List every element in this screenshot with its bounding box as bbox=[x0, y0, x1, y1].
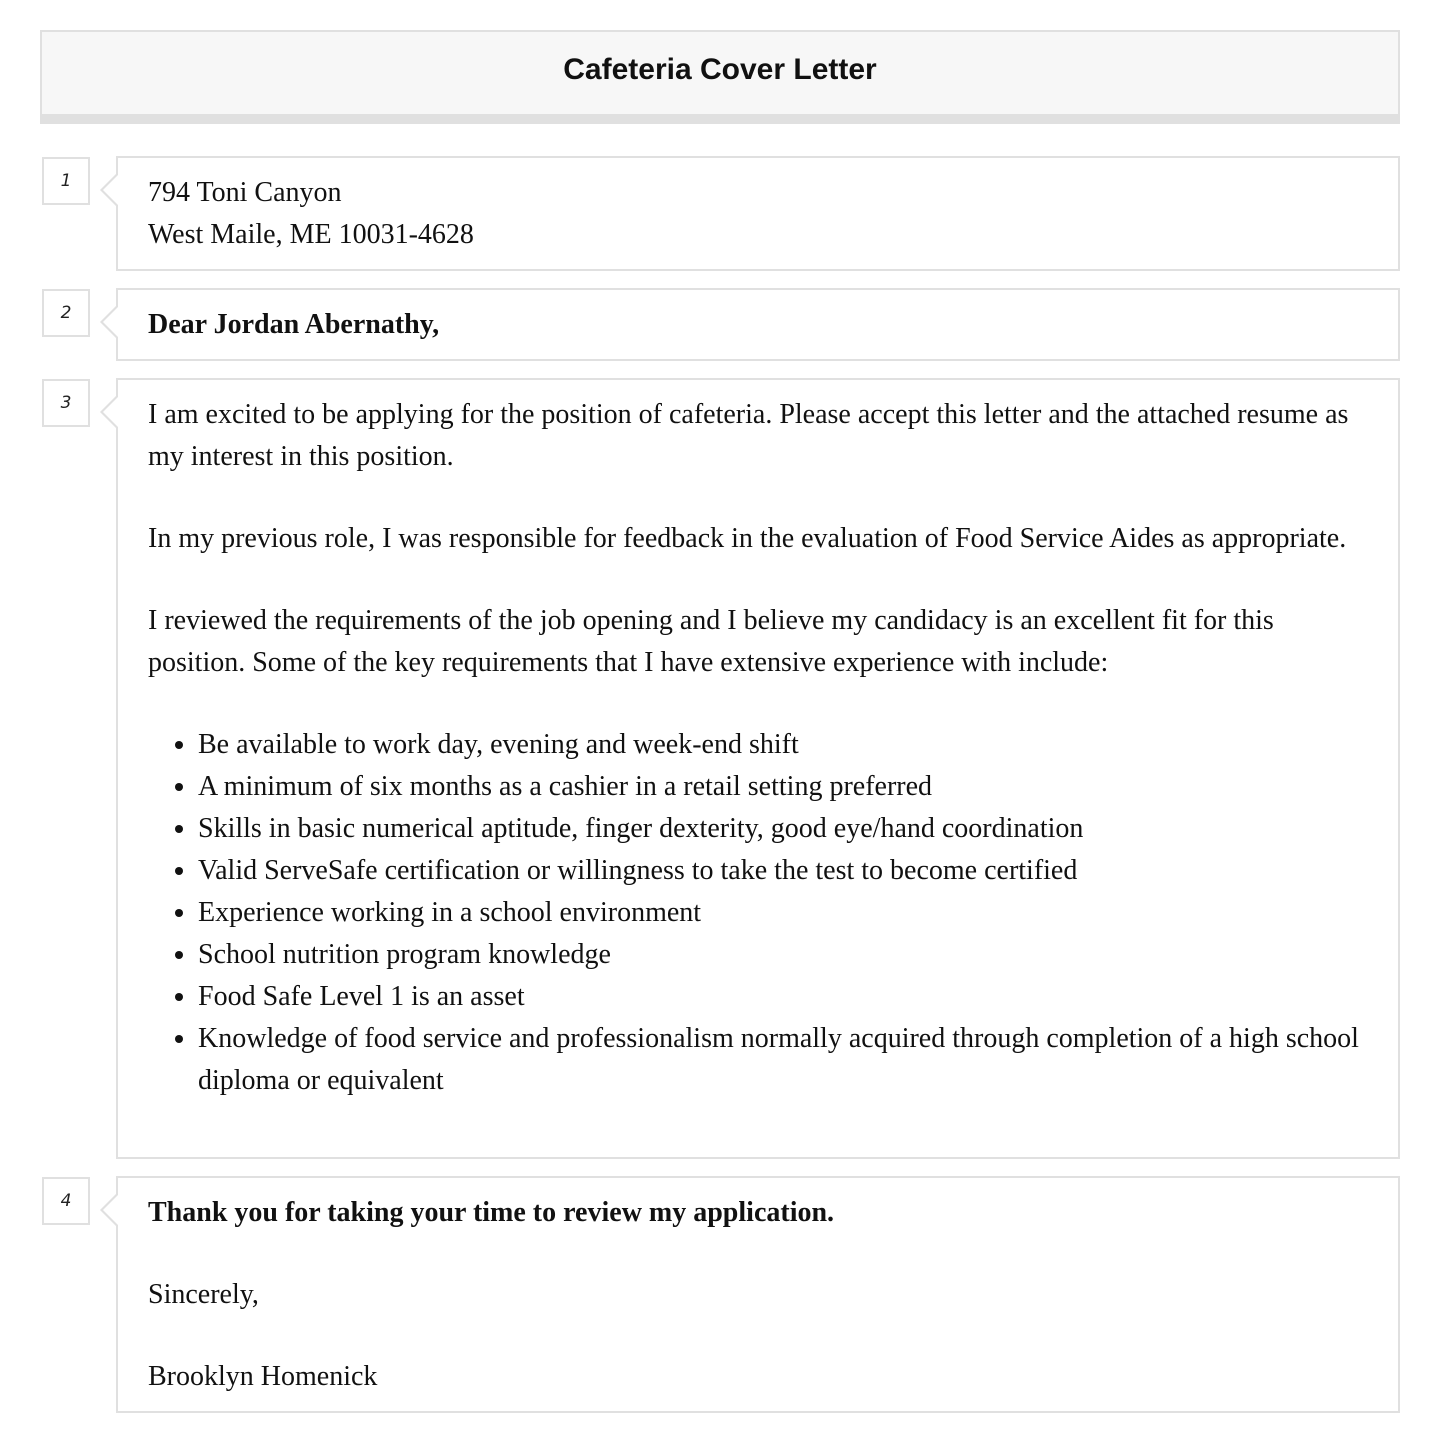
list-item: • Be available to work day, evening and week-end shift bbox=[198, 724, 1368, 766]
address-line-1: 794 Toni Canyon bbox=[148, 177, 342, 208]
address-line-2: West Maile, ME 10031-4628 bbox=[148, 219, 474, 250]
list-item: • Skills in basic numerical aptitude, finger dexterity, good eye/hand coordination bbox=[198, 808, 1368, 850]
closing-statement: Thank you for taking your time to review my application. bbox=[148, 1197, 835, 1228]
section-number: 2 bbox=[42, 289, 90, 337]
list-item: • Knowledge of food service and professionalism normally acquired through completion of a high school diploma or equivalent bbox=[198, 1018, 1368, 1102]
section-content bbox=[116, 156, 1400, 271]
signature: Brooklyn Homenick bbox=[148, 1361, 378, 1392]
document-header bbox=[40, 30, 1400, 124]
sign-off: Sincerely, bbox=[148, 1279, 259, 1310]
list-item: • School nutrition program knowledge bbox=[198, 934, 1368, 976]
section-number: 1 bbox=[42, 157, 90, 205]
body-paragraph: In my previous role, I was responsible for feedback in the evaluation of Food Service Aides as appropriate. bbox=[148, 523, 1347, 554]
section-content bbox=[116, 1176, 1400, 1413]
page-title: Cafeteria Cover Letter bbox=[563, 53, 877, 86]
section-number: 3 bbox=[42, 379, 90, 427]
list-item: • A minimum of six months as a cashier in a retail setting preferred bbox=[198, 766, 1368, 808]
requirements-list bbox=[148, 724, 1368, 1102]
section-number: 4 bbox=[42, 1177, 90, 1225]
section-content bbox=[116, 378, 1400, 1159]
list-item: • Experience working in a school environment bbox=[198, 892, 1368, 934]
section-content bbox=[116, 288, 1400, 361]
body-paragraph: I am excited to be applying for the position of cafeteria. Please accept this letter and the attached resume as my interest in this position. bbox=[148, 399, 1349, 472]
list-item: • Food Safe Level 1 is an asset bbox=[198, 976, 1368, 1018]
greeting: Dear Jordan Abernathy, bbox=[148, 309, 440, 340]
body-paragraph: I reviewed the requirements of the job opening and I believe my candidacy is an excellent fit for this position. Some of the key requirements that I have extensive experience with include: bbox=[148, 605, 1274, 678]
list-item: • Valid ServeSafe certification or willingness to take the test to become certified bbox=[198, 850, 1368, 892]
